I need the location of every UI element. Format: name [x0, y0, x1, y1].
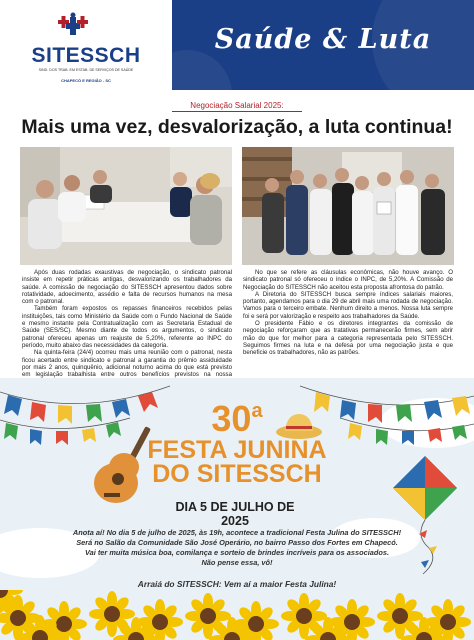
logo-region: CHAPECÓ E REGIÃO - SC [61, 78, 111, 83]
banner-title: Saúde & Luta [214, 24, 432, 55]
logo-subtitle: SIND. DOS TRAB. EM ESTAB. DE SERVIÇOS DE SAÚDE [38, 68, 134, 72]
health-cross-icon [58, 12, 88, 38]
festa-text-line: Não pense essa, vô! [201, 558, 273, 567]
festa-text-line: Anota aí! No dia 5 de julho de 2025, às 19h, acontece a tradicional Festa Julina do SITESSCH! [72, 528, 402, 537]
paragraph: O presidente Fábio e os diretores integrantes da comissão de negociação reforçaram que as tratativas permanecerão firmes, sem abrir mão do que for melhor para a categoria representada pelo SITESSCH. Seguimos firmes na luta e na defesa por uma negociação justa e que beneficie os trabalhadores, não as patrões. [243, 320, 453, 357]
article-headline: Mais uma vez, desvalorização, a luta continua! [21, 116, 453, 138]
paragraph: No que se refere as cláusulas econômicas, não houve avanço. O sindicato patronal só ofereceu o índice o INPC, de 5,20%. A Comissão de Negociação do SITESSCH não aceitou esta proposta afrontosa do patrão. [243, 269, 453, 291]
kicker-text: Negociação Salarial 2025: [172, 101, 301, 112]
header [0, 0, 474, 90]
paragraph: Também foram expostos os repasses financeiros recebidos pelas instituições, tais como Ministério da Saúde com o Fundo Nacional de Saúde e mesmo instante pela Contratualização com as Secretaria Estadual de Saúde (SES/SC). Mesmo diante de todos os argumentos, o sindicato patronal ofereceu apenas um reajuste de 5,20%, referente ao INPC do período, muito abaixo das necessidades da categoria. [22, 305, 232, 349]
festa-number: 30 [211, 398, 252, 439]
article-column-right [243, 269, 453, 357]
article-column-left [22, 269, 232, 386]
festa-text-line: Vai ter muita música boa, comilança e sorteio de brindes incríveis para os associados. [84, 548, 390, 557]
festa-date: DIA 5 DE JULHO DE 2025 [175, 500, 295, 528]
logo-title: SITESSCH [31, 44, 141, 67]
group-photo [242, 147, 454, 265]
paragraph: Após duas rodadas exaustivas de negociação, o sindicato patronal insiste em repetir práticas antigas, desvalorizando os trabalhadores da saúde. A comissão de negociação do SITESSCH apresentou dados sobre rotatividade, adoecimento, assédio e falta de recursos humanos na mesa com o patronal. [22, 269, 232, 306]
article-kicker [0, 101, 474, 110]
festa-text-line: Será no Salão da Comunidade São José Operário, no bairro Passo dos Fortes em Chapecó. [76, 538, 398, 547]
festa-title-line2: DO SITESSCH [152, 460, 322, 488]
festa-description [0, 528, 474, 568]
festa-title-number [0, 398, 474, 440]
meeting-photo [20, 147, 232, 265]
festa-junina-ad [0, 378, 474, 640]
sunflowers-icon [0, 590, 474, 640]
paragraph: A Diretoria do SITESSCH busca sempre índices salariais maiores, portanto, agendamos para o dia 29 de abril mais uma rodada de negociação. Vamos para o terceiro embate. Nenhum direito a menos. Nossa luta sempre foi e será por valorização e respeito aos trabalhadores da Saúde. [243, 290, 453, 320]
festa-slogan: Arraiá do SITESSCH: Vem aí a maior Festa Julina! [137, 579, 337, 589]
festa-ordinal: a [251, 400, 263, 422]
header-banner [172, 0, 474, 90]
paragraph: Na quinta-feira (24/4) ocorreu mais uma reunião com o patronal, nesta ficou acertado entre sindicato e patronal a garantia do prêmio assiduidade por mais 2 anos, quinquênio, adicional noturno acima do que está previsto em legislação trabalhista entre outros benefícios previstos na nossa [22, 349, 232, 379]
logo [0, 0, 172, 90]
festa-title-line1: FESTA JUNINA [147, 436, 327, 464]
